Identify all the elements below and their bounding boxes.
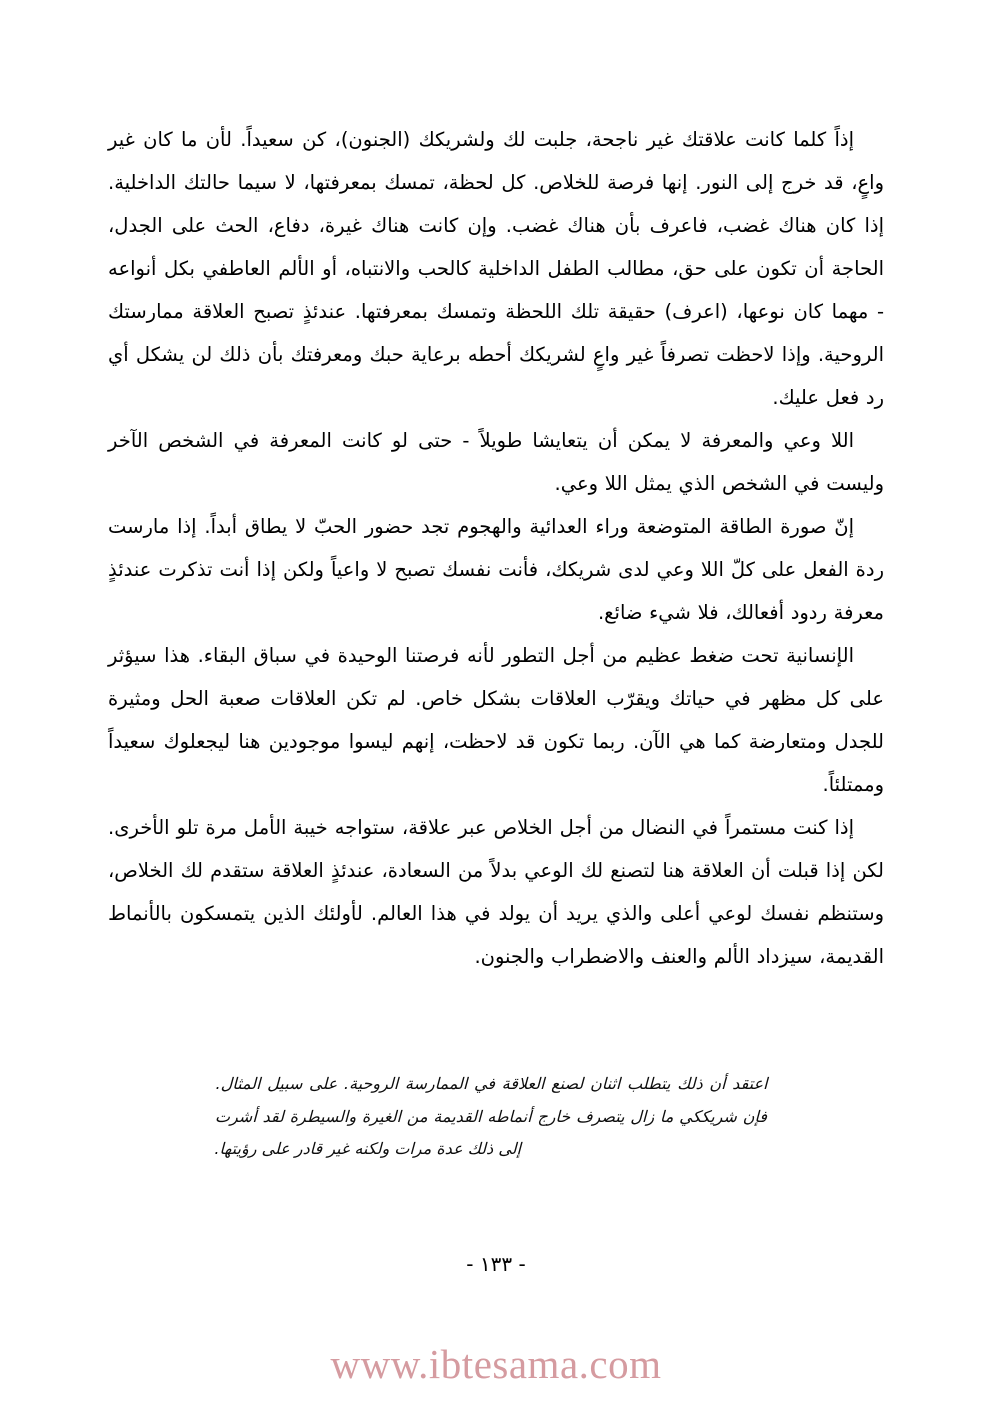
- body-paragraph-3: إنّ صورة الطاقة المتوضعة وراء العدائية والهجوم تجد حضور الحبّ لا يطاق أبداً. إذا مارست ردة الفعل على كلّ اللا وعي لدى شريكك، فأنت نفسك تصبح لا واعياً ولكن إذا أنت تذكرت عندئذٍ معرفة ردود أفعالك، فلا شيء ضائع.: [108, 515, 884, 624]
- body-paragraph-4: الإنسانية تحت ضغط عظيم من أجل التطور لأنه فرصتنا الوحيدة في سباق البقاء. هذا سيؤثر على كل مظهر في حياتك ويقرّب العلاقات بشكل خاص. لم تكن العلاقات صعبة الحل ومثيرة للجدل ومتعارضة كما هي الآن. ربما تكون قد لاحظت، إنهم ليسوا موجودين هنا ليجعلوك سعيداً وممتلئاً.: [108, 644, 884, 796]
- handwritten-note-text: اعتقد أن ذلك يتطلب اثنان لصنع العلاقة في الممارسة الروحية. على سبيل المثال. فإن شريككي ما زال يتصرف خارج أنماطه القديمة من الغيرة والسيطرة لقد أشرت إلى ذلك عدة مرات ولكنه غير قادر على رؤيتها.: [214, 1074, 768, 1158]
- handwritten-note-block: [215, 1068, 767, 1166]
- watermark: www.ibtesama.com: [330, 1341, 662, 1387]
- body-paragraph-5: إذا كنت مستمراً في النضال من أجل الخلاص عبر علاقة، ستواجه خيبة الأمل مرة تلو الأخرى. لكن إذا قبلت أن العلاقة هنا لتصنع لك الوعي بدلاً من السعادة، عندئذٍ العلاقة ستقدم لك الخلاص، وستنظم نفسك لوعي أعلى والذي يريد أن يولد في هذا العالم. لأولئك الذين يتمسكون بالأنماط القديمة، سيزداد الألم والعنف والاضطراب والجنون.: [108, 816, 884, 968]
- page-number: - ١٣٣ -: [466, 1252, 526, 1276]
- page-body: [108, 118, 884, 978]
- body-paragraph-2: اللا وعي والمعرفة لا يمكن أن يتعايشا طويلاً - حتى لو كانت المعرفة في الشخص الآخر وليست في الشخص الذي يمثل اللا وعي.: [108, 429, 884, 495]
- body-paragraph-1: إذاً كلما كانت علاقتك غير ناجحة، جلبت لك ولشريكك (الجنون)، كن سعيداً. لأن ما كان غير واعٍ، قد خرج إلى النور. إنها فرصة للخلاص. كل لحظة، تمسك بمعرفتها، لا سيما حالتك الداخلية. إذا كان هناك غضب، فاعرف بأن هناك غضب. وإن كانت هناك غيرة، دفاع، الحث على الجدل، الحاجة أن تكون على حق، مطالب الطفل الداخلية كالحب والانتباه، أو الألم العاطفي بكل أنواعه - مهما كان نوعها، (اعرف) حقيقة تلك اللحظة وتمسك بمعرفتها. عندئذٍ تصبح العلاقة ممارستك الروحية. وإذا لاحظت تصرفاً غير واعٍ لشريكك أحطه برعاية حبك ومعرفتك بأن ذلك لن يشكل أي رد فعل عليك.: [108, 128, 884, 409]
